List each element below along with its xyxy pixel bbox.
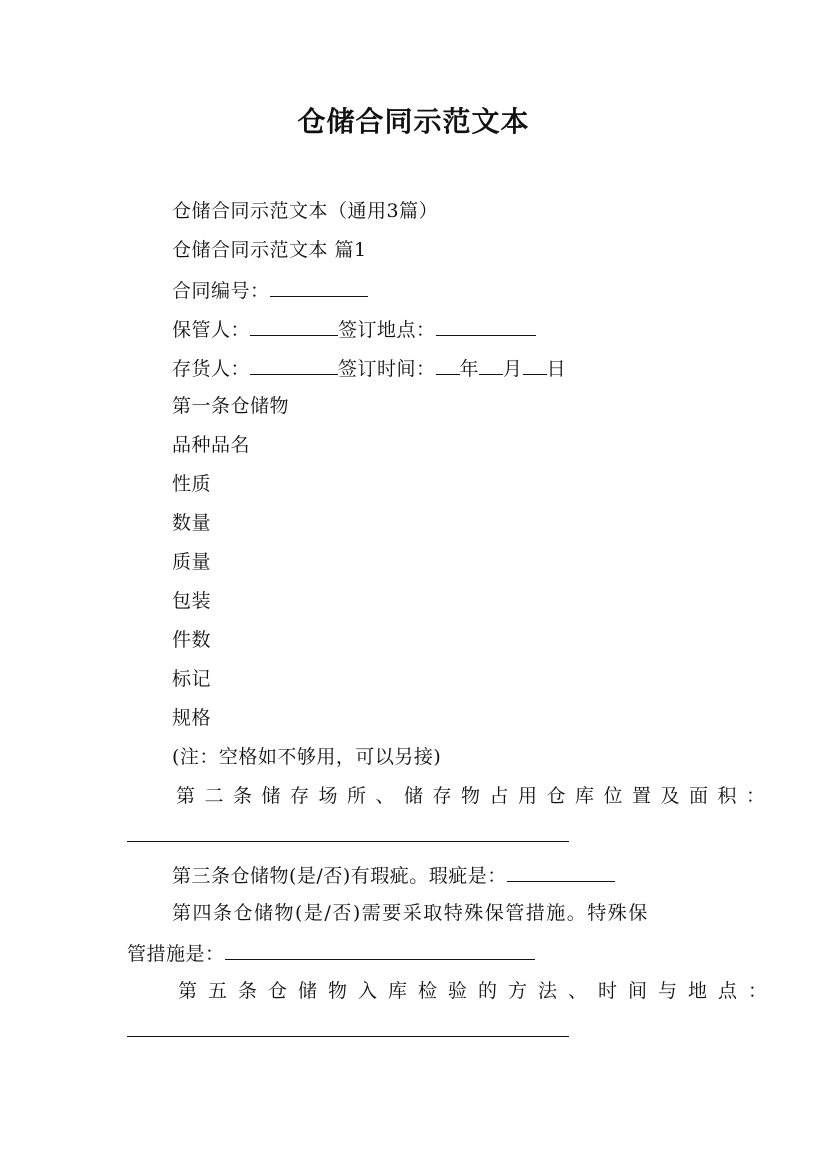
item-quality: 质量 [172,551,212,573]
custodian-line [172,315,536,343]
article-4-blank [225,939,535,960]
month-label: 月 [503,358,523,380]
item-pieces: 件数 [172,629,212,651]
item-variety: 品种品名 [172,434,251,456]
article-3-line [172,861,615,889]
article-3-blank [507,861,615,882]
article-4-line-2 [127,939,535,967]
contract-number-blank [270,276,368,297]
article-2-blank [127,841,569,842]
article-4-measures-label: 管措施是： [127,943,225,965]
year-label: 年 [459,358,480,380]
contract-number-label: 合同编号： [172,280,270,302]
item-quantity: 数量 [172,512,212,534]
sign-place-blank [436,315,536,336]
month-blank [479,354,503,375]
year-blank [436,354,460,375]
article-3: 第三条仓储物(是/否)有瑕疵。瑕疵是： [172,865,507,887]
part-heading: 仓储合同示范文本 篇1 [172,239,367,261]
subtitle: 仓储合同示范文本（通用3篇） [172,200,439,222]
depositor-label: 存货人： [172,358,251,380]
custodian-label: 保管人： [172,319,251,341]
article-5-blank [127,1036,569,1037]
item-nature: 性质 [172,473,212,495]
article-4-line-1: 第四条仓储物(是/否)需要采取特殊保管措施。特殊保 [172,902,649,924]
sign-place-label: 签订地点： [338,319,436,341]
depositor-line [172,354,566,382]
sign-time-label: 签订时间： [338,358,436,380]
item-specification: 规格 [172,707,212,729]
article-1: 第一条仓储物 [172,395,290,417]
item-packaging: 包装 [172,590,212,612]
article-2: 第二条储存场所、储存物占用仓库位置及面积： [176,785,775,807]
day-blank [523,354,547,375]
contract-number-line [172,276,368,304]
custodian-blank [250,315,338,336]
note: (注：空格如不够用，可以另接) [172,746,442,768]
item-mark: 标记 [172,668,212,690]
day-label: 日 [546,358,567,380]
depositor-blank [250,354,338,375]
document-title: 仓储合同示范文本 [297,105,530,138]
article-5: 第五条仓储物入库检验的方法、时间与地点： [178,980,779,1002]
